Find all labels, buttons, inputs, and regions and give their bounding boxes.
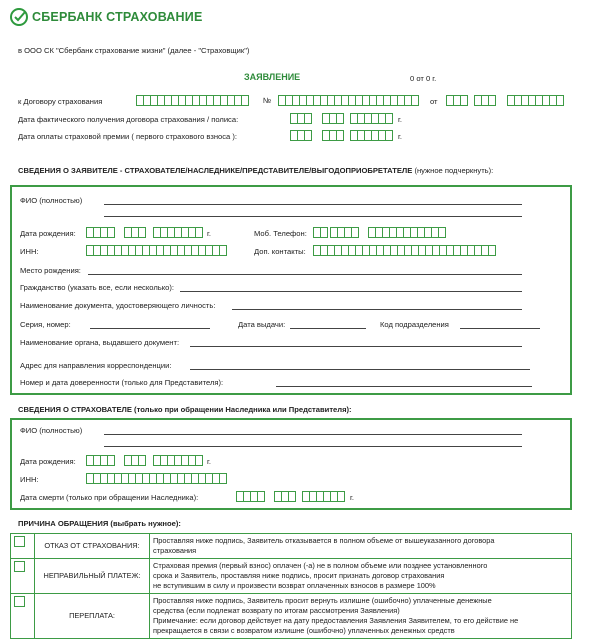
applicant-section-title xyxy=(18,166,493,175)
page-counter: 0 от 0 г. xyxy=(410,74,437,83)
payment-month-boxes[interactable] xyxy=(322,130,344,141)
issuer-label: Наименование органа, выдавшего документ: xyxy=(20,338,180,347)
payment-year-suffix: г. xyxy=(398,132,402,141)
reason-label-refusal: ОТКАЗ ОТ СТРАХОВАНИЯ: xyxy=(35,534,150,559)
received-day-boxes[interactable] xyxy=(290,113,312,124)
reason-text-line: Проставляя ниже подпись, Заявитель отказывается в полном объеме от вышеуказанного договора xyxy=(153,536,495,545)
reason-checkbox-cell xyxy=(11,559,35,594)
contract-month-boxes[interactable] xyxy=(474,95,496,106)
reason-checkbox-cell xyxy=(11,534,35,559)
phone-label: Моб. Телефон: xyxy=(254,229,307,238)
insurer-inn-label: ИНН: xyxy=(20,475,39,484)
applicant-inn-label: ИНН: xyxy=(20,247,39,256)
reason-text-line: Примечание: если договор действует на дату предоставления Заявления Заявителем, то его действие не xyxy=(153,616,519,625)
applicant-title-note: (нужное подчеркнуть): xyxy=(414,166,494,175)
applicant-birth-label: Дата рождения: xyxy=(20,229,76,238)
reasons-section-title: ПРИЧИНА ОБРАЩЕНИЯ (выбрать нужное): xyxy=(18,519,181,528)
applicant-inn-boxes[interactable] xyxy=(86,245,227,256)
insurer-birth-year-suffix: г. xyxy=(207,457,211,466)
id-doc-line[interactable] xyxy=(232,309,522,310)
insurer-birth-year-boxes[interactable] xyxy=(153,455,203,466)
id-doc-label: Наименование документа, удостоверяющего личность: xyxy=(20,301,216,310)
reason-row-overpayment xyxy=(11,594,572,639)
phone-code-boxes[interactable] xyxy=(313,227,328,238)
address-line[interactable] xyxy=(190,369,530,370)
reason-label-overpayment: ПЕРЕПЛАТА: xyxy=(35,594,150,639)
number-sign: № xyxy=(263,96,272,105)
reason-text-line: прекращается в связи с возвратом излишне (ошибочно) уплаченных денежных средств xyxy=(153,626,455,635)
poa-line[interactable] xyxy=(276,386,532,387)
birthplace-line[interactable] xyxy=(88,274,522,275)
death-year-boxes[interactable] xyxy=(302,491,345,502)
received-month-boxes[interactable] xyxy=(322,113,344,124)
received-year-boxes[interactable] xyxy=(350,113,393,124)
insurer-inn-boxes[interactable] xyxy=(86,473,227,484)
logo-text: СБЕРБАНК СТРАХОВАНИЕ xyxy=(32,10,203,24)
reason-text-line: не вступившим в силу и произвести возврат оплаченных взносов в размере 100% xyxy=(153,581,436,590)
insurer-fio-label: ФИО (полностью) xyxy=(20,426,83,435)
reasons-table xyxy=(10,533,572,639)
contract-number-boxes[interactable] xyxy=(278,95,419,106)
reason-checkbox-overpayment[interactable] xyxy=(14,596,25,607)
reason-checkbox-wrong-payment[interactable] xyxy=(14,561,25,572)
insurer-birth-label: Дата рождения: xyxy=(20,457,76,466)
contract-day-boxes[interactable] xyxy=(446,95,468,106)
division-code-label: Код подразделения xyxy=(380,320,449,329)
address-label: Адрес для направления корреспонденции: xyxy=(20,361,172,370)
applicant-birth-day-boxes[interactable] xyxy=(86,227,115,238)
phone-prefix-boxes[interactable] xyxy=(330,227,359,238)
reason-label-wrong-payment: НЕПРАВИЛЬНЫЙ ПЛАТЕЖ: xyxy=(35,559,150,594)
insurer-birth-day-boxes[interactable] xyxy=(86,455,115,466)
reason-text-line: страхования xyxy=(153,546,197,555)
issue-date-label: Дата выдачи: xyxy=(238,320,286,329)
citizenship-label: Гражданство (указать все, если несколько): xyxy=(20,283,174,292)
payment-date-label: Дата оплаты страховой премии ( первого страхового взноса ): xyxy=(18,132,238,141)
applicant-fio-label: ФИО (полностью) xyxy=(20,196,83,205)
contacts-label: Доп. контакты: xyxy=(254,247,306,256)
series-label: Серия, номер: xyxy=(20,320,71,329)
received-year-suffix: г. xyxy=(398,115,402,124)
issuer-line[interactable] xyxy=(190,346,522,347)
payment-day-boxes[interactable] xyxy=(290,130,312,141)
phone-number-boxes[interactable] xyxy=(368,227,446,238)
reason-text-wrong-payment xyxy=(150,559,572,594)
applicant-fio-line[interactable] xyxy=(104,204,522,205)
contract-year-boxes[interactable] xyxy=(507,95,564,106)
series-line[interactable] xyxy=(90,328,210,329)
issue-date-line[interactable] xyxy=(290,328,366,329)
reason-text-line: Страховая премия (первый взнос) оплачен (-а) не в полном объеме или позднее установленного xyxy=(153,561,488,570)
applicant-birth-year-boxes[interactable] xyxy=(153,227,203,238)
reason-text-overpayment xyxy=(150,594,572,639)
death-month-boxes[interactable] xyxy=(274,491,296,502)
reason-checkbox-cell xyxy=(11,594,35,639)
reason-row-wrong-payment xyxy=(11,559,572,594)
reason-text-refusal xyxy=(150,534,572,559)
reason-text-line: средства (если подлежат возврату по итогам рассмотрения Заявления) xyxy=(153,606,400,615)
death-date-label: Дата смерти (только при обращении Наследника): xyxy=(20,493,199,502)
insurer-section-title: СВЕДЕНИЯ О СТРАХОВАТЕЛЕ (только при обращении Наследника или Представителя): xyxy=(18,405,352,414)
reason-text-line: Проставляя ниже подпись, Заявитель просит вернуть излишне (ошибочно) уплаченные денежные xyxy=(153,596,492,605)
insurer-fio-line[interactable] xyxy=(104,434,522,435)
payment-year-boxes[interactable] xyxy=(350,130,393,141)
from-label: от xyxy=(430,97,438,106)
insurer-birth-month-boxes[interactable] xyxy=(124,455,146,466)
applicant-fio-line-2[interactable] xyxy=(104,216,522,217)
applicant-birth-year-suffix: г. xyxy=(207,229,211,238)
division-code-line[interactable] xyxy=(460,328,540,329)
citizenship-line[interactable] xyxy=(180,291,522,292)
reason-checkbox-refusal[interactable] xyxy=(14,536,25,547)
insurer-fio-line-2[interactable] xyxy=(104,446,522,447)
death-year-suffix: г. xyxy=(350,493,354,502)
birthplace-label: Место рождения: xyxy=(20,266,81,275)
contacts-boxes[interactable] xyxy=(313,245,496,256)
contract-series-boxes[interactable] xyxy=(136,95,249,106)
document-title: ЗАЯВЛЕНИЕ xyxy=(244,72,301,82)
reason-row-refusal xyxy=(11,534,572,559)
death-day-boxes[interactable] xyxy=(236,491,265,502)
addressee-text: в ООО СК "Сбербанк страхование жизни" (далее - "Страховщик") xyxy=(18,46,250,55)
sberbank-logo-icon xyxy=(10,8,28,26)
contract-label: к Договору страхования xyxy=(18,97,103,106)
company-logo xyxy=(10,8,203,26)
received-date-label: Дата фактического получения договора страхования / полиса: xyxy=(18,115,239,124)
poa-label: Номер и дата доверенности (только для Представителя): xyxy=(20,378,224,387)
applicant-birth-month-boxes[interactable] xyxy=(124,227,146,238)
applicant-title-text: СВЕДЕНИЯ О ЗАЯВИТЕЛЕ - СТРАХОВАТЕЛЕ/НАСЛЕДНИКЕ/ПРЕДСТАВИТЕЛЕ/ВЫГОДОПРИОБРЕТАТЕЛЕ xyxy=(18,166,413,175)
reason-text-line: срока и Заявитель, проставляя ниже подпись, просит признать договор страхования xyxy=(153,571,445,580)
